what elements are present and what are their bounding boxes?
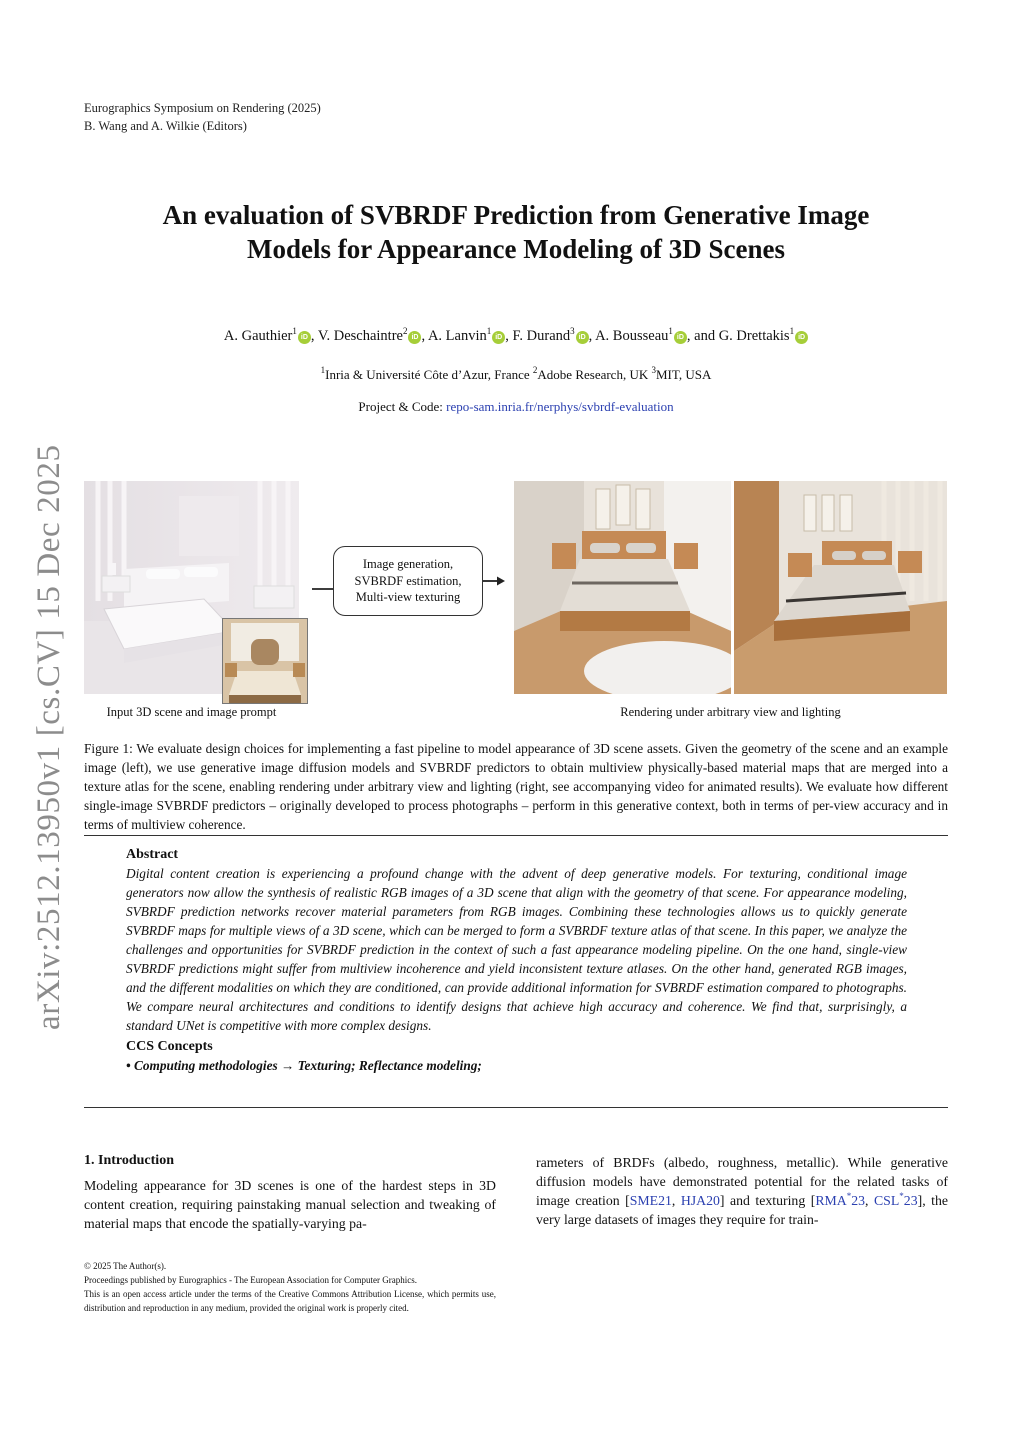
abstract-heading: Abstract (126, 847, 179, 862)
divider (84, 1107, 948, 1108)
orcid-icon[interactable]: iD (492, 331, 505, 344)
author: G. Drettakis$^1$iD (719, 328, 808, 344)
copyright-footer: © 2025 The Author(s). Proceedings published by Eurographics - The European Association for Computer Graphics. This is an open access article under the terms of the Creative Commons Attribution License, which permits use, distribution and reproduction in any medium, provided the original work is properly cited. (84, 1261, 496, 1313)
divider (84, 835, 948, 836)
arrow-right-icon (483, 574, 505, 586)
title-line-2: Models for Appearance Modeling of 3D Scenes (247, 234, 785, 264)
abstract-body: Digital content creation is experiencing a profound change with the advent of deep generative models. For texturing, conditional image generators now allow the synthesis of realistic RGB images of a 3D scene that align with the geometry of that scene. For appearance modeling, SVBRDF prediction networks recover material parameters from RGB images. Combining these technologies allows us to quickly generate SVBRDF maps for multiple views of a 3D scene, which can be merged to form a SVBRDF texture atlas of that scene. In this paper, we analyze the challenges and opportunities for SVBRDF prediction in the context of such a fast appearance modeling pipeline. On the one hand, single-view SVBRDF predictions might suffer from multiview incoherence and yield inconsistent texture atlases. On the other hand, generated RGB images, and the different modalities on which they are conditioned, can provide additional information for SVBRDF estimation compared to photographs. We compare neural architectures and conditions to identify designs that achieve high accuracy and coherence. We find that, surprisingly, a standard UNet is competitive with more complex designs. (126, 866, 907, 1033)
author: A. Bousseau$^1$iD , and (595, 326, 719, 344)
ccs-concepts: • Computing methodologies → Texturing; Reflectance modeling; (126, 1058, 482, 1073)
arrow-right-icon: → (281, 1058, 295, 1073)
figure-caption: Figure 1: We evaluate design choices for implementing a fast pipeline to model appearance of 3D scene assets. Given the geometry of the scene and an example image (left), we use generative image diffusion models and SVBRDF predictors to obtain multiview physically-based material maps that are merged into a texture atlas for the scene, enabling rendering under arbitrary view and lighting (right, see accompanying video for animated results). We evaluate how different single-image SVBRDF predictors – originally developed to process photographs – perform in this generative context, both in terms of per-view accuracy and in terms of multiview coherence. (84, 741, 948, 832)
orcid-icon[interactable]: iD (795, 331, 808, 344)
author: A. Gauthier$^1$iD , (223, 326, 318, 344)
arrow-left-segment (312, 578, 334, 582)
venue-line: Eurographics Symposium on Rendering (2025) (84, 101, 321, 115)
author-list (100, 326, 932, 346)
arxiv-stamp: arXiv:2512.13950v1 [cs.CV] 15 Dec 2025 (31, 444, 67, 1030)
author: A. Lanvin$^1$iD , (427, 326, 513, 344)
pipeline-step-2: SVBRDF estimation, (354, 573, 462, 588)
abstract-block (126, 845, 907, 1075)
editors-line: B. Wang and A. Wilkie (Editors) (84, 119, 247, 133)
paper-title (100, 198, 932, 266)
orcid-icon[interactable]: iD (408, 331, 421, 344)
orcid-icon[interactable]: iD (298, 331, 311, 344)
intro-left-text: Modeling appearance for 3D scenes is one of the hardest steps in 3D content creation, requiring painstaking manual selection and tweaking of material maps that encode the spatially-varying pa- (84, 1178, 496, 1231)
orcid-icon[interactable]: iD (576, 331, 589, 344)
citation-link[interactable]: RMA*23 (815, 1191, 866, 1208)
image-prompt-thumbnail (222, 618, 308, 704)
rendering-view-2 (734, 481, 947, 694)
project-line: Project & Code: repo-sam.inria.fr/nerphys/svbrdf-evaluation (358, 399, 674, 414)
ccs-heading: CCS Concepts (126, 1039, 213, 1054)
citation-link[interactable]: HJA20 (680, 1193, 720, 1208)
textured-render-1 (514, 481, 731, 694)
pipeline-step-1: Image generation, (362, 557, 454, 572)
bedroom-photo-thumbnail (223, 619, 307, 703)
intro-left-column (84, 1153, 496, 1233)
intro-right-text: rameters of BRDFs (albedo, roughness, metallic). While generative diffusion models have demonstrated potential for the related tasks of image creation [SME21, HJA20] and texturing [RMA*23, CSL*23], the very large datasets of images they require for train- (536, 1155, 948, 1227)
citation-link[interactable]: SME21 (629, 1193, 672, 1208)
citation-link[interactable]: CSL*23 (873, 1191, 918, 1208)
figure-label-input: Input 3D scene and image prompt (106, 705, 277, 719)
orcid-icon[interactable]: iD (674, 331, 687, 344)
rendering-view-1 (514, 481, 731, 694)
author: F. Durand$^3$iD , (512, 326, 596, 344)
author: V. Deschaintre$^2$iD , (317, 326, 428, 344)
pipeline-step-3: Multi-view texturing (355, 590, 461, 605)
affiliations: $^1$Inria & Université Côte d’Azur, France $^2$Adobe Research, UK $^3$MIT, USA (320, 365, 712, 382)
title-line-1: An evaluation of SVBRDF Prediction from Generative Image (162, 200, 870, 230)
project-link[interactable]: repo-sam.inria.fr/nerphys/svbrdf-evaluation (446, 399, 674, 414)
textured-render-2 (734, 481, 947, 694)
figure-label-rendering: Rendering under arbitrary view and lighting (620, 705, 841, 719)
intro-heading: 1. Introduction (84, 1153, 174, 1168)
pipeline-step-box (333, 546, 483, 616)
